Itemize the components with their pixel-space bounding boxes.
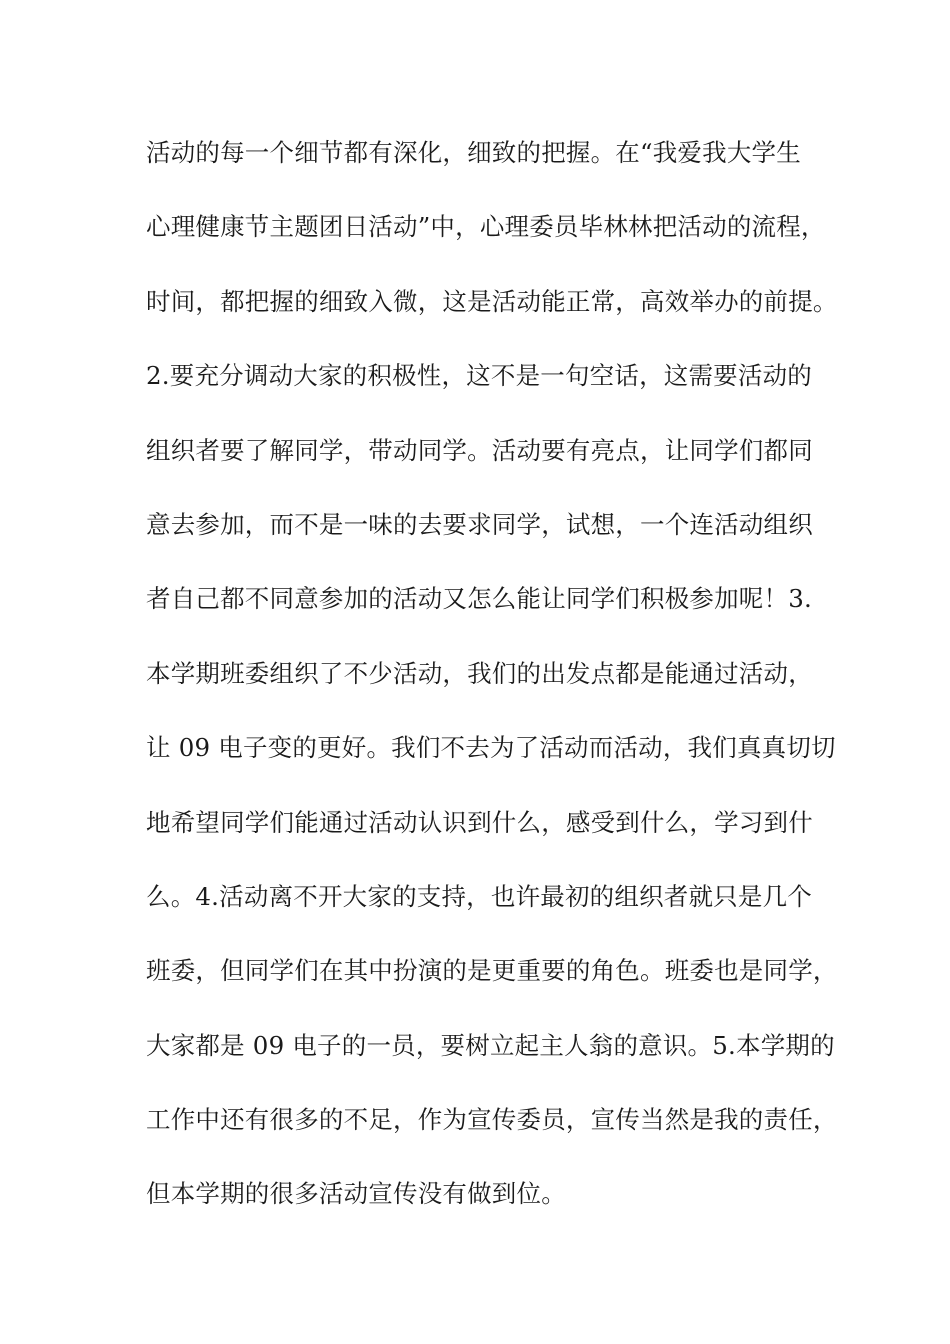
body-text xyxy=(146,126,838,1242)
text-line: 让 09 电子变的更好。我们不去为了活动而活动，我们真真切切 xyxy=(146,733,836,763)
text-line: 工作中还有很多的不足，作为宣传委员，宣传当然是我的责任， xyxy=(146,1105,838,1135)
text-line: 组织者要了解同学，带动同学。活动要有亮点，让同学们都同 xyxy=(146,435,813,465)
text-line: 么。4.活动离不开大家的支持，也许最初的组织者就只是几个 xyxy=(146,881,812,911)
text-line: 但本学期的很多活动宣传没有做到位。 xyxy=(146,1179,566,1209)
text-line: 2.要充分调动大家的积极性，这不是一句空话，这需要活动的 xyxy=(146,361,812,391)
text-line: 大家都是 09 电子的一员，要树立起主人翁的意识。5.本学期的 xyxy=(146,1030,835,1060)
text-line: 意去参加，而不是一味的去要求同学，试想，一个连活动组织 xyxy=(146,509,813,539)
text-line: 班委，但同学们在其中扮演的是更重要的角色。班委也是同学， xyxy=(146,956,838,986)
text-line: 活动的每一个细节都有深化，细致的把握。在“我爱我大学生 xyxy=(146,138,801,167)
text-line: 心理健康节主题团日活动”中，心理委员毕林林把活动的流程， xyxy=(146,212,826,242)
text-line: 者自己都不同意参加的活动又怎么能让同学们积极参加呢！3. xyxy=(146,584,812,614)
text-line: 时间，都把握的细致入微，这是活动能正常，高效举办的前提。 xyxy=(146,286,838,316)
text-line: 地希望同学们能通过活动认识到什么，感受到什么，学习到什 xyxy=(146,807,813,837)
text-line: 本学期班委组织了不少活动，我们的出发点都是能通过活动， xyxy=(146,658,813,688)
